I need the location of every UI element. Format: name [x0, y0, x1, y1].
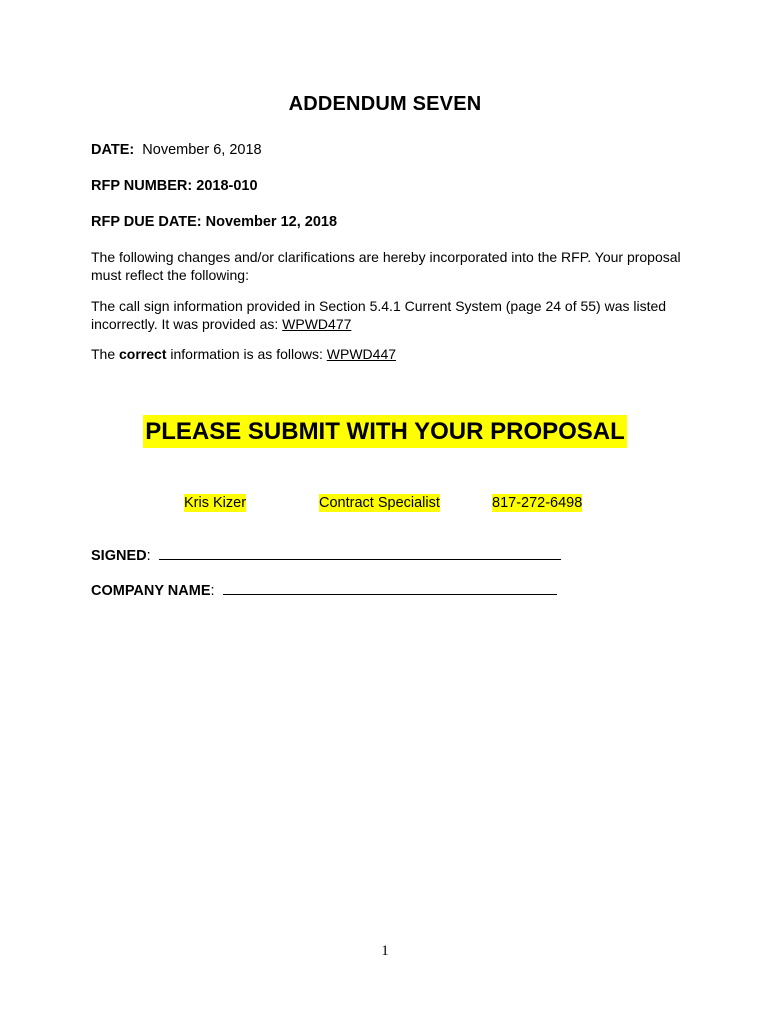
correct-suffix: information is as follows:	[166, 346, 327, 362]
company-blank[interactable]	[223, 580, 557, 595]
submit-banner: PLEASE SUBMIT WITH YOUR PROPOSAL	[143, 415, 627, 448]
date-line	[91, 141, 262, 159]
callsign-old-value: WPWD477	[282, 316, 352, 332]
correct-paragraph	[91, 345, 691, 363]
contact-phone: 817-272-6498	[492, 495, 583, 511]
correct-word: correct	[119, 346, 167, 362]
signed-blank[interactable]	[159, 545, 561, 560]
company-line: COMPANY NAME:	[91, 580, 557, 600]
callsign-paragraph	[91, 297, 691, 333]
signed-line: SIGNED:	[91, 545, 561, 565]
rfp-number: RFP NUMBER: 2018-010	[91, 178, 258, 194]
contact-name: Kris Kizer	[184, 495, 247, 511]
intro-paragraph: The following changes and/or clarifications are hereby incorporated into the RFP. Your proposal must reflect the following:	[91, 249, 681, 283]
company-label: COMPANY NAME	[91, 583, 211, 599]
date-value: November 6, 2018	[142, 142, 262, 158]
banner-container	[0, 415, 770, 448]
date-label: DATE:	[91, 142, 135, 158]
contact-role: Contract Specialist	[319, 495, 440, 511]
callsign-new-value: WPWD447	[326, 346, 397, 362]
callsign-text: The call sign information provided in Section 5.4.1 Current System (page 24 of 55) was listed incorrectly. It was provided as:	[91, 298, 667, 332]
page-number: 1	[381, 943, 389, 959]
correct-prefix: The	[91, 346, 120, 362]
document-title: ADDENDUM SEVEN	[288, 93, 482, 115]
signed-label: SIGNED	[91, 548, 147, 564]
rfp-due-date: RFP DUE DATE: November 12, 2018	[91, 214, 338, 230]
